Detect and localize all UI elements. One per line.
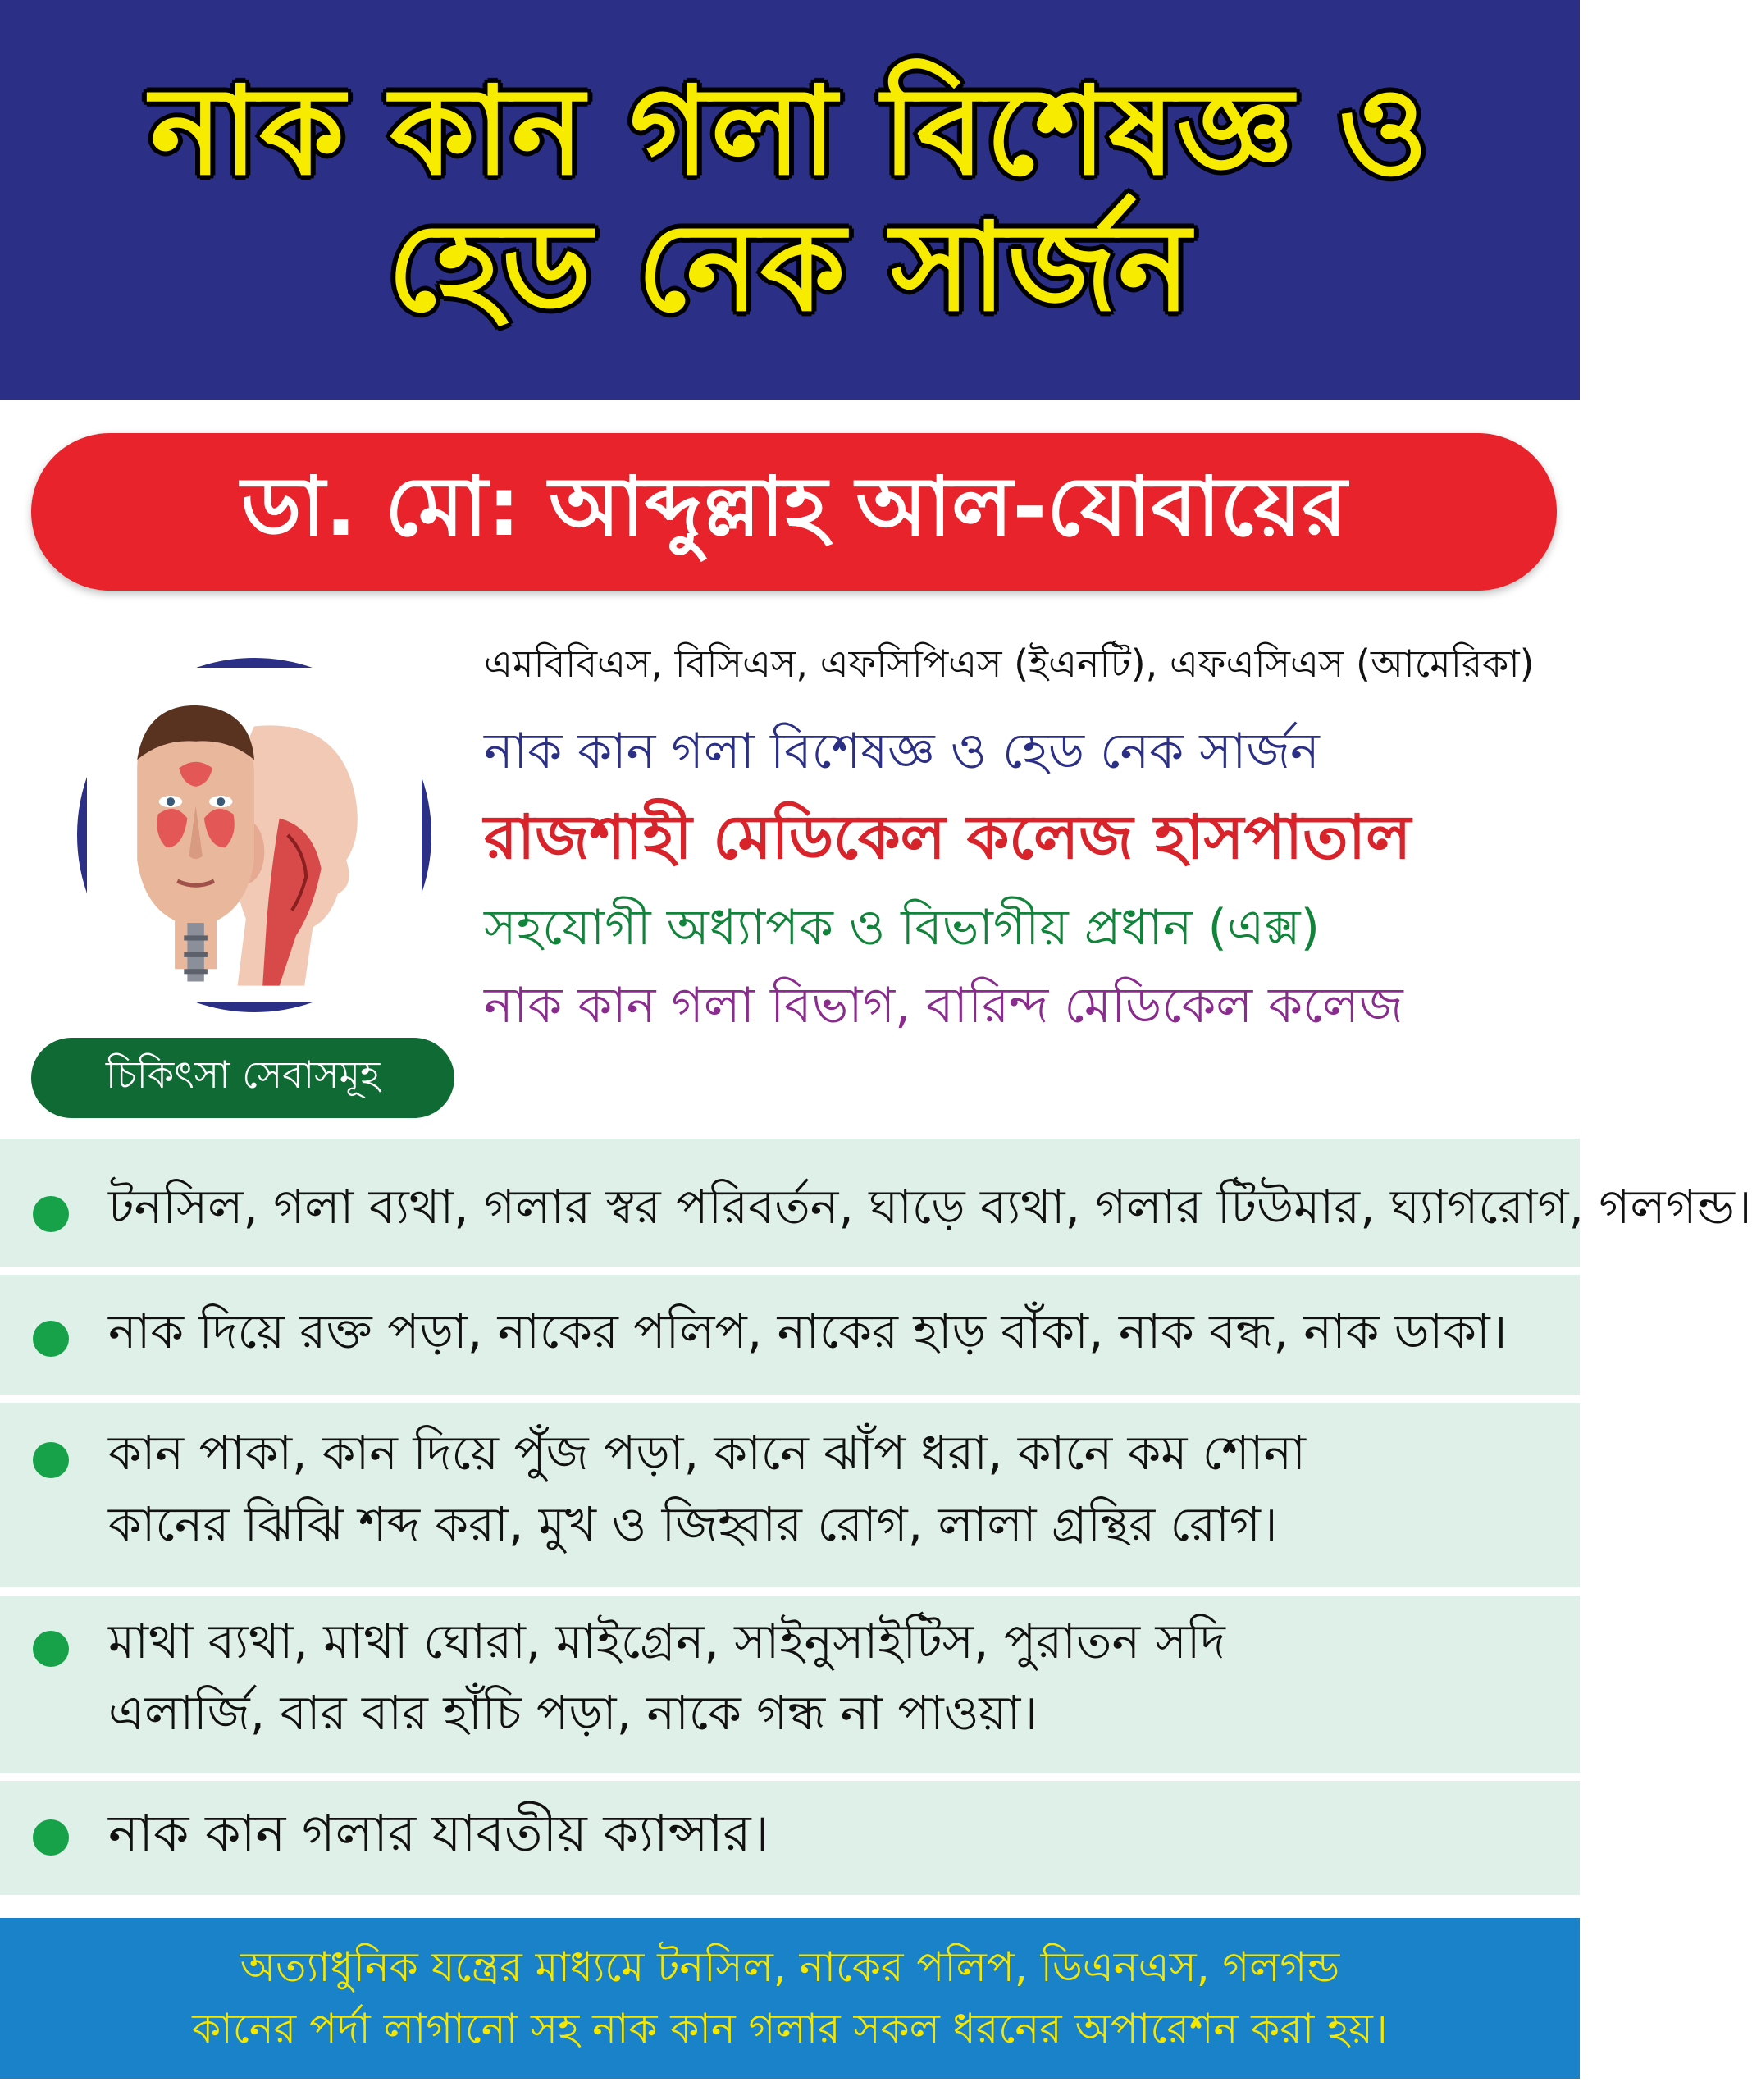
services-title: চিকিৎসা সেবাসমূহ [105, 1052, 381, 1097]
bullet-dot [33, 1321, 69, 1357]
service-item-text [108, 1606, 1225, 1749]
doctor-name: ডা. মো: আব্দুল্লাহ আল-যোবায়ের [240, 458, 1348, 555]
service-divider [0, 1395, 1580, 1403]
services-title-badge [31, 1038, 454, 1118]
bullet-dot [33, 1631, 69, 1667]
credential-position: সহযোগী অধ্যাপক ও বিভাগীয় প্রধান (এক্স) [484, 899, 1321, 956]
footer-line1: অত্যাধুনিক যন্ত্রের মাধ্যমে টনসিল, নাকের পলিপ, ডিএনএস, গলগন্ড [240, 1943, 1340, 1991]
service-item-ear [0, 1418, 1580, 1560]
bullet-dot [33, 1442, 69, 1478]
services-list [0, 1139, 1752, 1895]
service-item-text [108, 1171, 1752, 1243]
service-item-nose [0, 1296, 1580, 1367]
service-line: এলার্জি, বার বার হাঁচি পড়া, নাকে গন্ধ না পাওয়া। [108, 1685, 1038, 1741]
service-item-text [108, 1296, 1507, 1367]
ent-anatomy-illustration-icon [77, 658, 431, 1012]
service-divider [0, 1587, 1580, 1596]
doctor-name-banner [31, 433, 1557, 591]
service-line: মাথা ব্যথা, মাথা ঘোরা, মাইগ্রেন, সাইনুসাইটিস, পুরাতন সদি [108, 1614, 1225, 1669]
credential-degrees: এমবিবিএস, বিসিএস, এফসিপিএস (ইএনটি), এফএসিএস (আমেরিকা) [484, 641, 1535, 686]
footer-banner [0, 1918, 1580, 2079]
service-item-text [108, 1418, 1306, 1560]
service-item-head [0, 1606, 1580, 1749]
header-title-line1: নাক কান গলা বিশেষজ্ঞ ও [150, 61, 1430, 203]
service-divider [0, 1773, 1580, 1781]
header-title-line2: হেড নেক সার্জন [387, 197, 1193, 338]
service-item-text [108, 1795, 769, 1871]
credential-specialty: নাক কান গলা বিশেষজ্ঞ ও হেড নেক সার্জন [484, 723, 1320, 780]
service-item-throat [0, 1171, 1752, 1243]
bullet-dot [33, 1819, 69, 1856]
service-item-cancer [0, 1795, 1580, 1871]
credential-hospital: রাজশাহী মেডিকেল কলেজ হাসপাতাল [484, 802, 1412, 873]
portrait-drawing [87, 668, 422, 1002]
service-line: নাক দিয়ে রক্ত পড়া, নাকের পলিপ, নাকের হাড় বাঁকা, নাক বন্ধ, নাক ডাকা। [108, 1303, 1508, 1359]
header-banner [0, 0, 1580, 400]
service-divider [0, 1267, 1580, 1275]
bullet-dot [33, 1196, 69, 1232]
credential-department: নাক কান গলা বিভাগ, বারিন্দ মেডিকেল কলেজ [484, 977, 1403, 1034]
service-line: টনসিল, গলা ব্যথা, গলার স্বর পরিবর্তন, ঘাড়ে ব্যথা, গলার টিউমার, ঘ্যাগরোগ, গলগন্ড। [108, 1179, 1752, 1235]
service-line: কান পাকা, কান দিয়ে পুঁজ পড়া, কানে ঝাঁপ ধরা, কানে কম শোনা [108, 1425, 1306, 1481]
service-line: নাক কান গলার যাবতীয় ক্যান্সার। [108, 1803, 769, 1863]
service-line: কানের ঝিঝি শব্দ করা, মুখ ও জিহ্বার রোগ, লালা গ্রন্থির রোগ। [108, 1496, 1278, 1552]
footer-line2: কানের পর্দা লাগানো সহ নাক কান গলার সকল ধরনের অপারেশন করা হয়। [192, 2005, 1388, 2052]
